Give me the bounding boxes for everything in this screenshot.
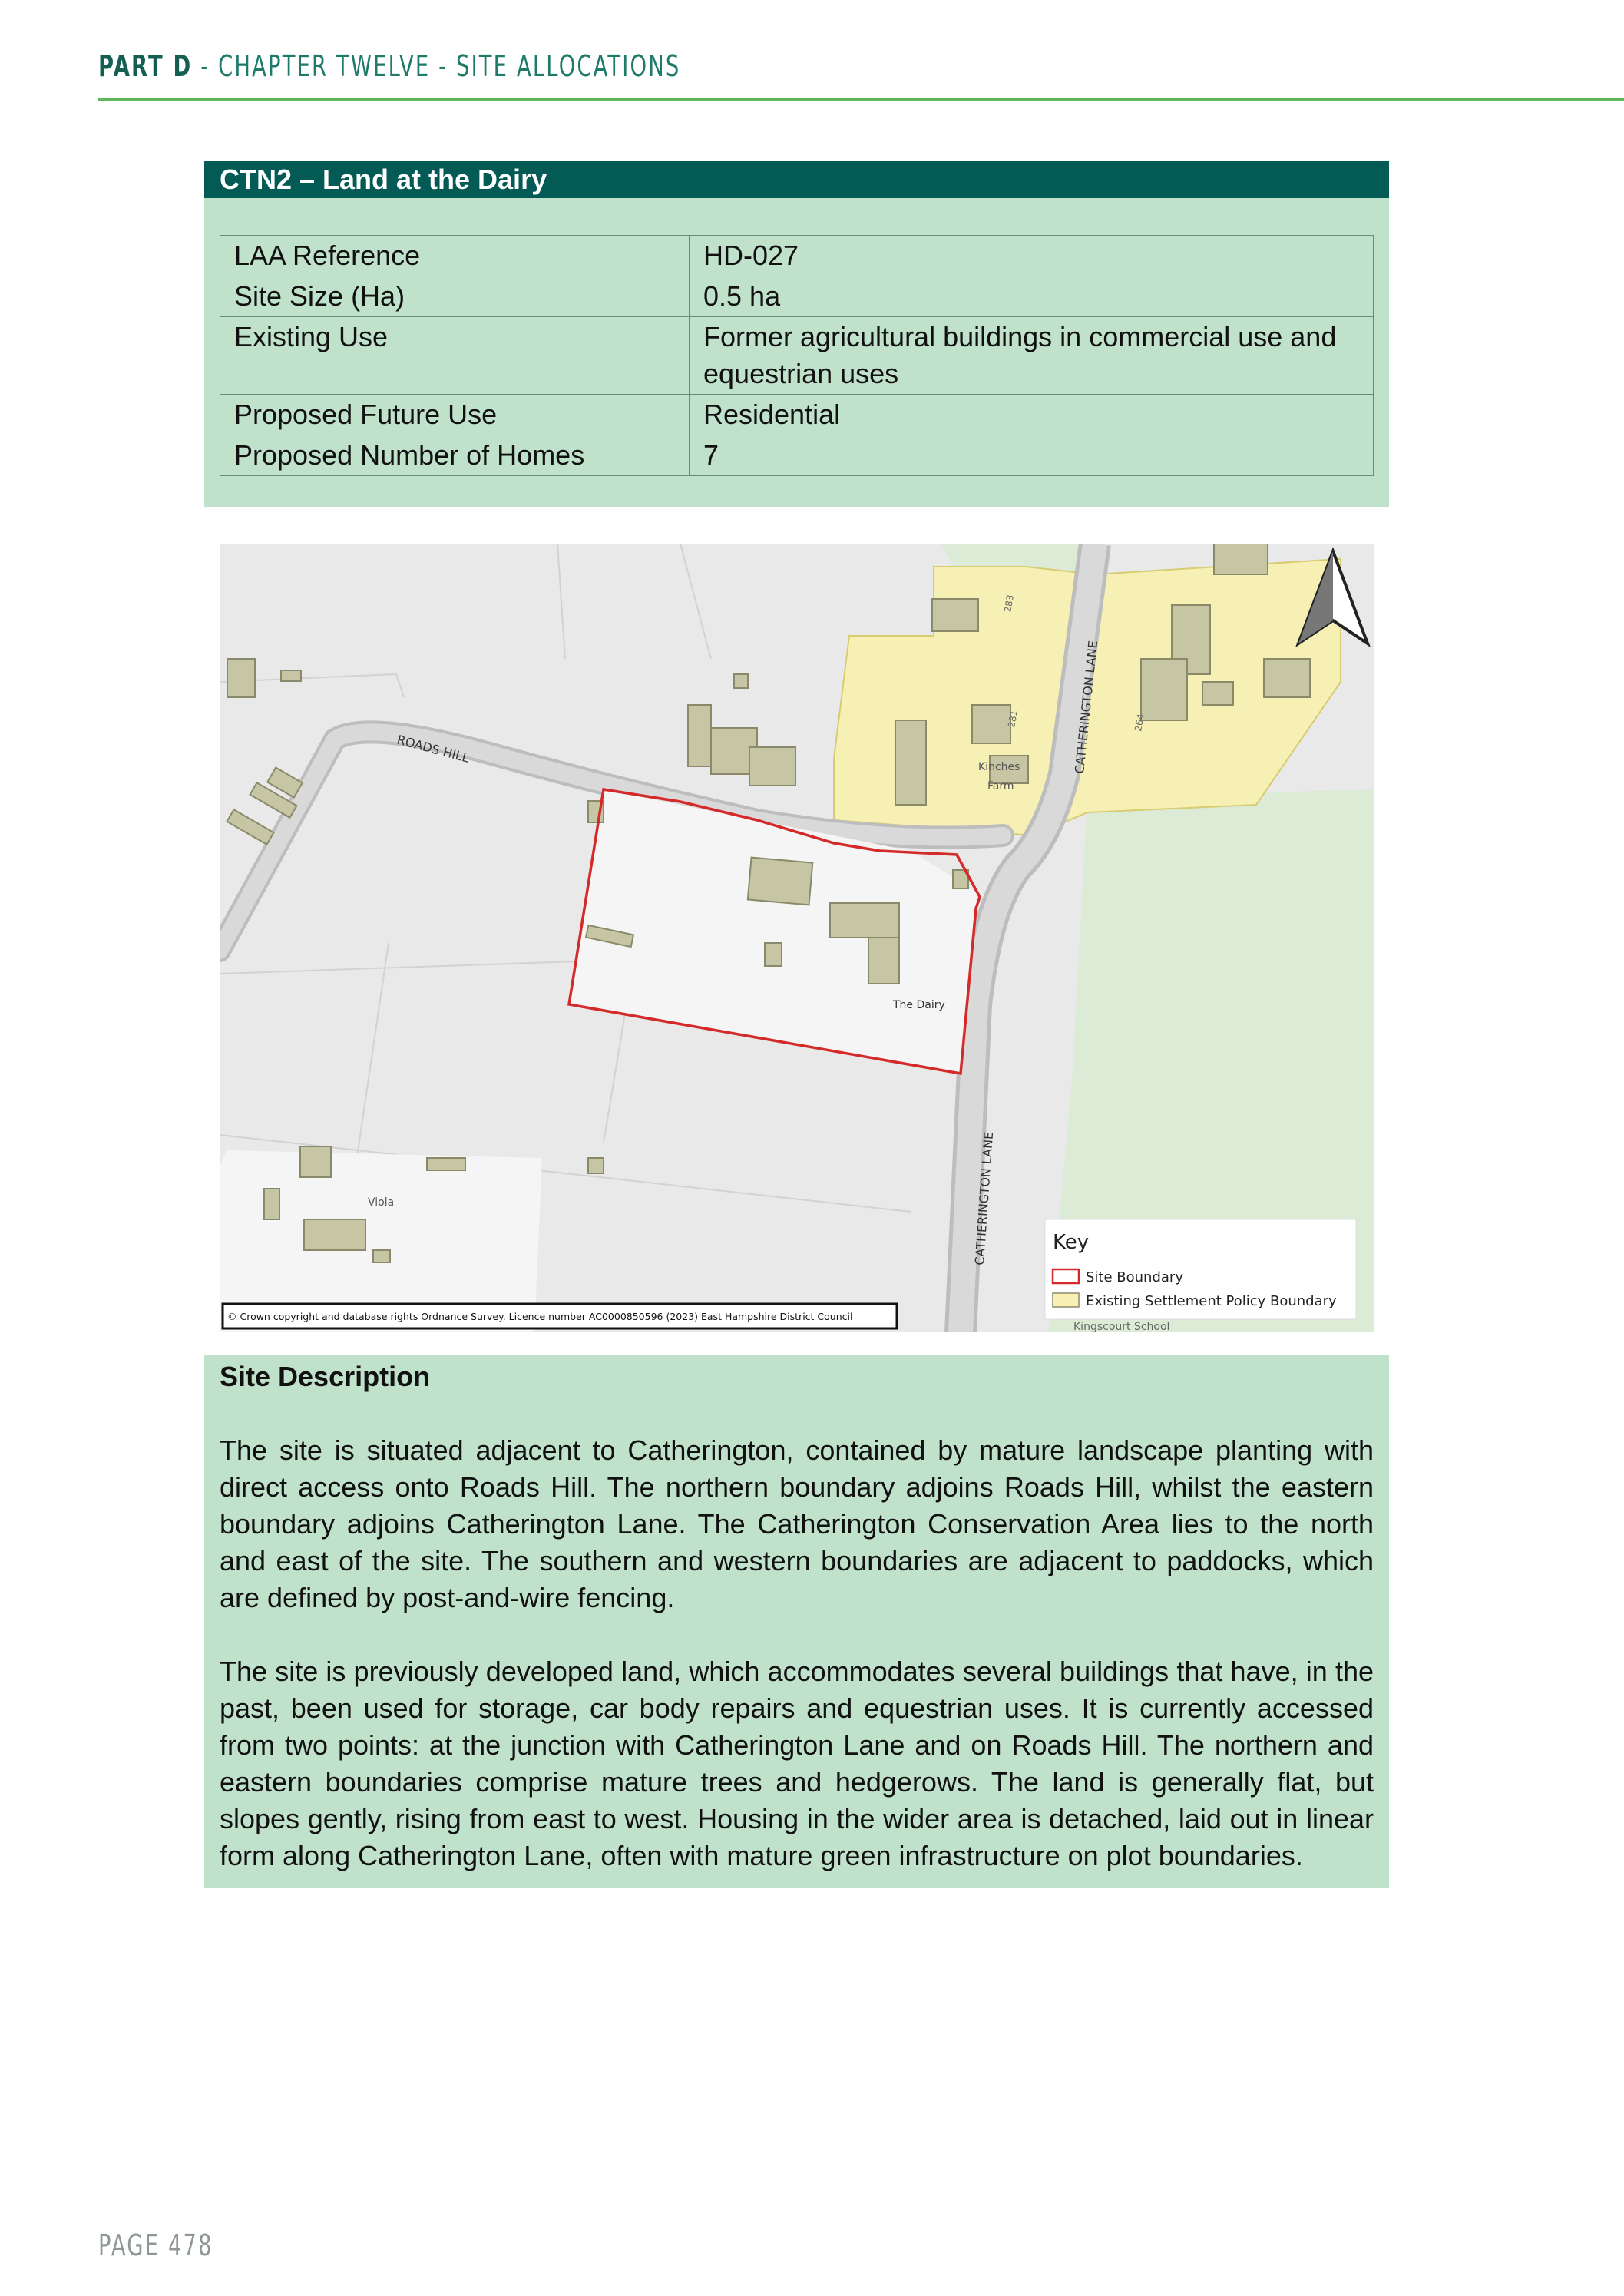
site-summary <box>204 198 1389 507</box>
table-value: Residential <box>690 395 1374 435</box>
table-row <box>220 435 1374 476</box>
site-allocation-panel <box>204 161 1389 1888</box>
table-row <box>220 395 1374 435</box>
label-264: 264 <box>1133 713 1146 733</box>
label-the-dairy: The Dairy <box>893 999 945 1011</box>
label-283: 283 <box>1002 594 1016 614</box>
table-row <box>220 317 1374 395</box>
header-part: PART D <box>98 49 193 83</box>
table-row <box>220 276 1374 317</box>
map-container <box>204 507 1389 1355</box>
page-number: PAGE 478 <box>98 2228 213 2262</box>
table-key: Site Size (Ha) <box>220 276 690 317</box>
table-value: HD-027 <box>690 236 1374 276</box>
site-description <box>204 1355 1389 1888</box>
label-catherington-lane-south: CATHERINGTON LANE <box>972 1131 997 1266</box>
map-key <box>1045 1219 1356 1332</box>
site-title: CTN2 – Land at the Dairy <box>204 161 1389 198</box>
copyright-notice <box>223 1304 897 1328</box>
site-location-map <box>220 544 1374 1332</box>
label-kinches: Kinches <box>978 761 1020 773</box>
key-title: Key <box>1053 1231 1090 1254</box>
header-chapter: - CHAPTER TWELVE - SITE ALLOCATIONS <box>192 49 681 83</box>
label-281: 281 <box>1006 709 1020 729</box>
key-site-boundary: Site Boundary <box>1086 1269 1183 1285</box>
table-value: Former agricultural buildings in commercial use and equestrian uses <box>690 317 1374 395</box>
label-viola: Viola <box>368 1196 395 1209</box>
header-divider <box>98 98 1624 101</box>
label-school: Kingscourt School <box>1073 1321 1170 1332</box>
site-info-table <box>220 235 1374 476</box>
key-swatch-settlement <box>1053 1293 1079 1307</box>
key-settlement-boundary: Existing Settlement Policy Boundary <box>1086 1293 1337 1309</box>
table-key: LAA Reference <box>220 236 690 276</box>
table-value: 0.5 ha <box>690 276 1374 317</box>
description-paragraph: The site is situated adjacent to Catherington, contained by mature landscape planting with direct access onto Roads Hill. The northern boundary adjoins Roads Hill, whilst the eastern boundary adjoins Catherington Lane. The Catherington Conservation Area lies to the north and east of the site. The southern and western boundaries are adjacent to paddocks, which are defined by post-and-wire fencing. <box>220 1434 1374 1613</box>
running-header <box>98 49 680 83</box>
table-row <box>220 236 1374 276</box>
copyright-text: © Crown copyright and database rights Ordnance Survey. Licence number AC0000850596 (2023) East Hampshire District Council <box>227 1311 853 1322</box>
label-catherington-lane-north: CATHERINGTON LANE <box>1072 640 1101 775</box>
label-farm: Farm <box>987 780 1014 792</box>
table-key: Existing Use <box>220 317 690 395</box>
table-key: Proposed Number of Homes <box>220 435 690 476</box>
table-value: 7 <box>690 435 1374 476</box>
description-heading: Site Description <box>220 1361 431 1392</box>
label-roads-hill: ROADS HILL <box>395 732 471 766</box>
description-paragraph: The site is previously developed land, which accommodates several buildings that have, in the past, been used for storage, car body repairs and equestrian uses. It is currently accessed from two points: at the junction with Catherington Lane and on Roads Hill. The northern and eastern boundaries comprise mature trees and hedgerows. The land is generally flat, but slopes gently, rising from east to west. Housing in the wider area is detached, laid out in linear form along Catherington Lane, often with mature green infrastructure on plot boundaries. <box>220 1656 1374 1871</box>
key-swatch-site-boundary <box>1053 1269 1079 1283</box>
table-key: Proposed Future Use <box>220 395 690 435</box>
